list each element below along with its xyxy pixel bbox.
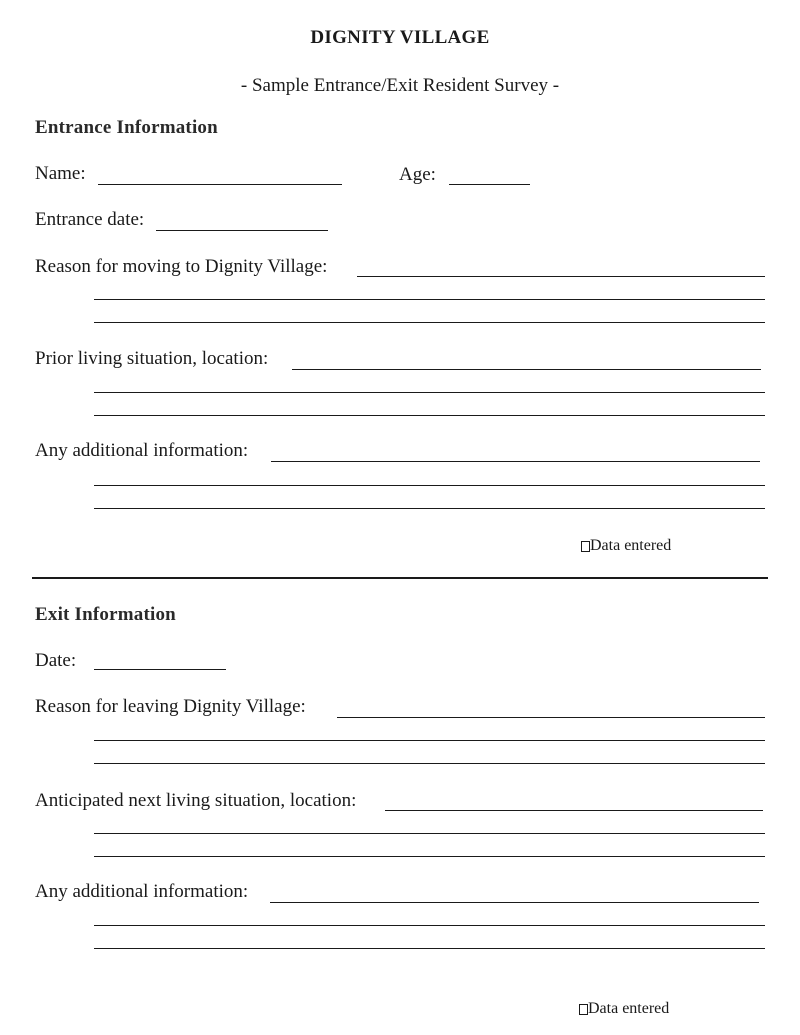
next-living-label: Anticipated next living situation, location: bbox=[35, 790, 357, 811]
reason-leaving-field-line-3[interactable] bbox=[94, 763, 765, 764]
entrance-data-entered-checkbox[interactable] bbox=[581, 541, 590, 552]
age-field[interactable] bbox=[449, 184, 530, 185]
name-field[interactable] bbox=[98, 184, 342, 185]
reason-moving-field[interactable] bbox=[357, 276, 765, 277]
exit-additional-field-line-2[interactable] bbox=[94, 925, 765, 926]
prior-living-label: Prior living situation, location: bbox=[35, 348, 269, 369]
exit-data-entered bbox=[579, 1000, 669, 1018]
name-label: Name: bbox=[35, 163, 86, 184]
reason-moving-field-line-2[interactable] bbox=[94, 299, 765, 300]
exit-data-entered-label: Data entered bbox=[588, 1000, 670, 1017]
next-living-field[interactable] bbox=[385, 810, 763, 811]
entrance-additional-field[interactable] bbox=[271, 461, 760, 462]
entrance-data-entered bbox=[581, 537, 671, 555]
reason-moving-field-line-3[interactable] bbox=[94, 322, 765, 323]
exit-date-field[interactable] bbox=[94, 669, 226, 670]
reason-leaving-field-line-2[interactable] bbox=[94, 740, 765, 741]
reason-leaving-field[interactable] bbox=[337, 717, 765, 718]
entrance-date-field[interactable] bbox=[156, 230, 328, 231]
next-living-field-line-3[interactable] bbox=[94, 856, 765, 857]
section-divider bbox=[32, 577, 768, 579]
entrance-heading: Entrance Information bbox=[35, 117, 218, 138]
exit-data-entered-checkbox[interactable] bbox=[579, 1004, 588, 1015]
entrance-data-entered-label: Data entered bbox=[590, 537, 672, 554]
entrance-additional-field-line-3[interactable] bbox=[94, 508, 765, 509]
reason-moving-label: Reason for moving to Dignity Village: bbox=[35, 256, 328, 277]
exit-date-label: Date: bbox=[35, 650, 77, 671]
exit-additional-label: Any additional information: bbox=[35, 881, 249, 902]
entrance-date-label: Entrance date: bbox=[35, 209, 145, 230]
reason-leaving-label: Reason for leaving Dignity Village: bbox=[35, 696, 306, 717]
page-title: DIGNITY VILLAGE bbox=[310, 27, 490, 48]
entrance-additional-field-line-2[interactable] bbox=[94, 485, 765, 486]
exit-heading: Exit Information bbox=[35, 604, 176, 625]
prior-living-field-line-3[interactable] bbox=[94, 415, 765, 416]
page-subtitle: - Sample Entrance/Exit Resident Survey - bbox=[240, 75, 560, 96]
entrance-additional-label: Any additional information: bbox=[35, 440, 249, 461]
exit-additional-field[interactable] bbox=[270, 902, 759, 903]
age-label: Age: bbox=[399, 164, 436, 185]
next-living-field-line-2[interactable] bbox=[94, 833, 765, 834]
prior-living-field-line-2[interactable] bbox=[94, 392, 765, 393]
prior-living-field[interactable] bbox=[292, 369, 761, 370]
exit-additional-field-line-3[interactable] bbox=[94, 948, 765, 949]
